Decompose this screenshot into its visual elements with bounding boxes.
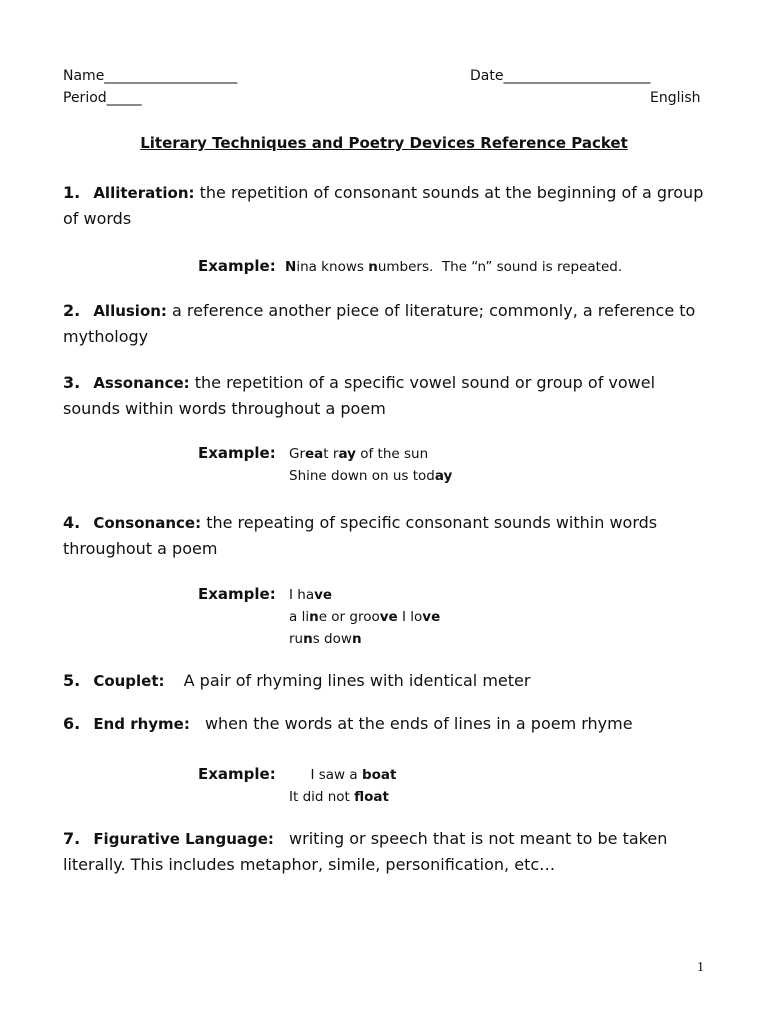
definition-assonance [63, 370, 713, 421]
example-text: ru [289, 631, 304, 647]
example-text: ws [345, 259, 369, 275]
example-assonance [289, 443, 452, 487]
example-end-rhyme [289, 764, 396, 808]
name-field-label: Name___________________ [63, 68, 238, 84]
example-line [289, 584, 440, 606]
definition-alliteration [63, 180, 713, 231]
definition-allusion [63, 298, 713, 349]
example-text: t r [323, 446, 339, 462]
term-alliteration: Alliteration: [93, 184, 195, 202]
example-line [289, 465, 452, 487]
definition-text: the repeating of specific consonant sounds within words throughout a poem [63, 513, 658, 558]
period-field-label: Period_____ [63, 90, 142, 106]
item-number: 3. [63, 373, 81, 392]
example-emphasis: n [368, 259, 378, 275]
item-number: 1. [63, 183, 81, 202]
subject-label: English [650, 90, 701, 106]
example-text: I ha [289, 587, 315, 603]
item-number: 4. [63, 513, 81, 532]
example-emphasis: ve [422, 609, 441, 625]
example-label-alliteration: Example: [198, 257, 276, 275]
date-field-label: Date_____________________ [470, 68, 651, 84]
example-label-end-rhyme: Example: [198, 765, 276, 783]
definition-couplet [63, 668, 713, 694]
example-emphasis: ve [314, 587, 333, 603]
page-title: Literary Techniques and Poetry Devices Reference Packet [140, 134, 628, 152]
example-text: o [337, 259, 346, 275]
definition-text: when the words at the ends of lines in a poem rhyme [204, 714, 633, 733]
example-emphasis: N [285, 259, 297, 275]
example-emphasis: n [303, 631, 313, 647]
example-line [289, 443, 452, 465]
example-emphasis: float [354, 789, 390, 805]
example-emphasis: ay [338, 446, 356, 462]
example-label-assonance: Example: [198, 444, 276, 462]
example-alliteration [285, 256, 622, 278]
item-number: 7. [63, 829, 81, 848]
example-emphasis: ve [379, 609, 398, 625]
definition-text: a reference another piece of literature; commonly, a reference to mythology [63, 301, 696, 346]
example-emphasis: ea [305, 446, 324, 462]
example-line [289, 606, 440, 628]
example-text: e or groo [318, 609, 380, 625]
term-figurative-language: Figurative Language: [93, 830, 274, 848]
example-text: s dow [312, 631, 352, 647]
page-number: 1 [697, 960, 704, 975]
definition-text: writing or speech that is not meant to be taken literally. This includes metaphor, simile, personification, etc… [63, 829, 668, 874]
item-number: 2. [63, 301, 81, 320]
example-emphasis: n [309, 609, 319, 625]
example-emphasis: ay [434, 468, 453, 484]
example-text: I saw a [289, 767, 362, 783]
definition-text: A pair of rhyming lines with identical meter [183, 671, 531, 690]
definition-text: the repetition of consonant sounds at the beginning of a group of words [63, 183, 704, 228]
example-text: umbers. The “n” sound is repeated. [377, 259, 623, 275]
example-line [289, 628, 440, 650]
example-text: I lo [397, 609, 423, 625]
term-assonance: Assonance: [93, 374, 190, 392]
term-consonance: Consonance: [93, 514, 202, 532]
item-number: 6. [63, 714, 81, 733]
example-text: Gr [289, 446, 306, 462]
example-text: a li [289, 609, 310, 625]
example-text: ina kn [296, 259, 338, 275]
term-allusion: Allusion: [93, 302, 167, 320]
example-text: Shine down on us tod [289, 468, 435, 484]
example-text: It did not [289, 789, 355, 805]
example-line [285, 256, 622, 278]
example-emphasis: n [351, 631, 362, 647]
example-consonance [289, 584, 440, 650]
term-couplet: Couplet: [93, 672, 165, 690]
definition-text: the repetition of a specific vowel sound or group of vowel sounds within words throughout a poem [63, 373, 656, 418]
item-number: 5. [63, 671, 81, 690]
definition-consonance [63, 510, 713, 561]
definition-end-rhyme [63, 711, 713, 737]
example-line [289, 764, 396, 786]
definition-figurative-language [63, 826, 713, 877]
example-line [289, 786, 396, 808]
example-text: of the sun [355, 446, 429, 462]
example-emphasis: boat [361, 767, 397, 783]
term-end-rhyme: End rhyme: [93, 715, 190, 733]
example-label-consonance: Example: [198, 585, 276, 603]
